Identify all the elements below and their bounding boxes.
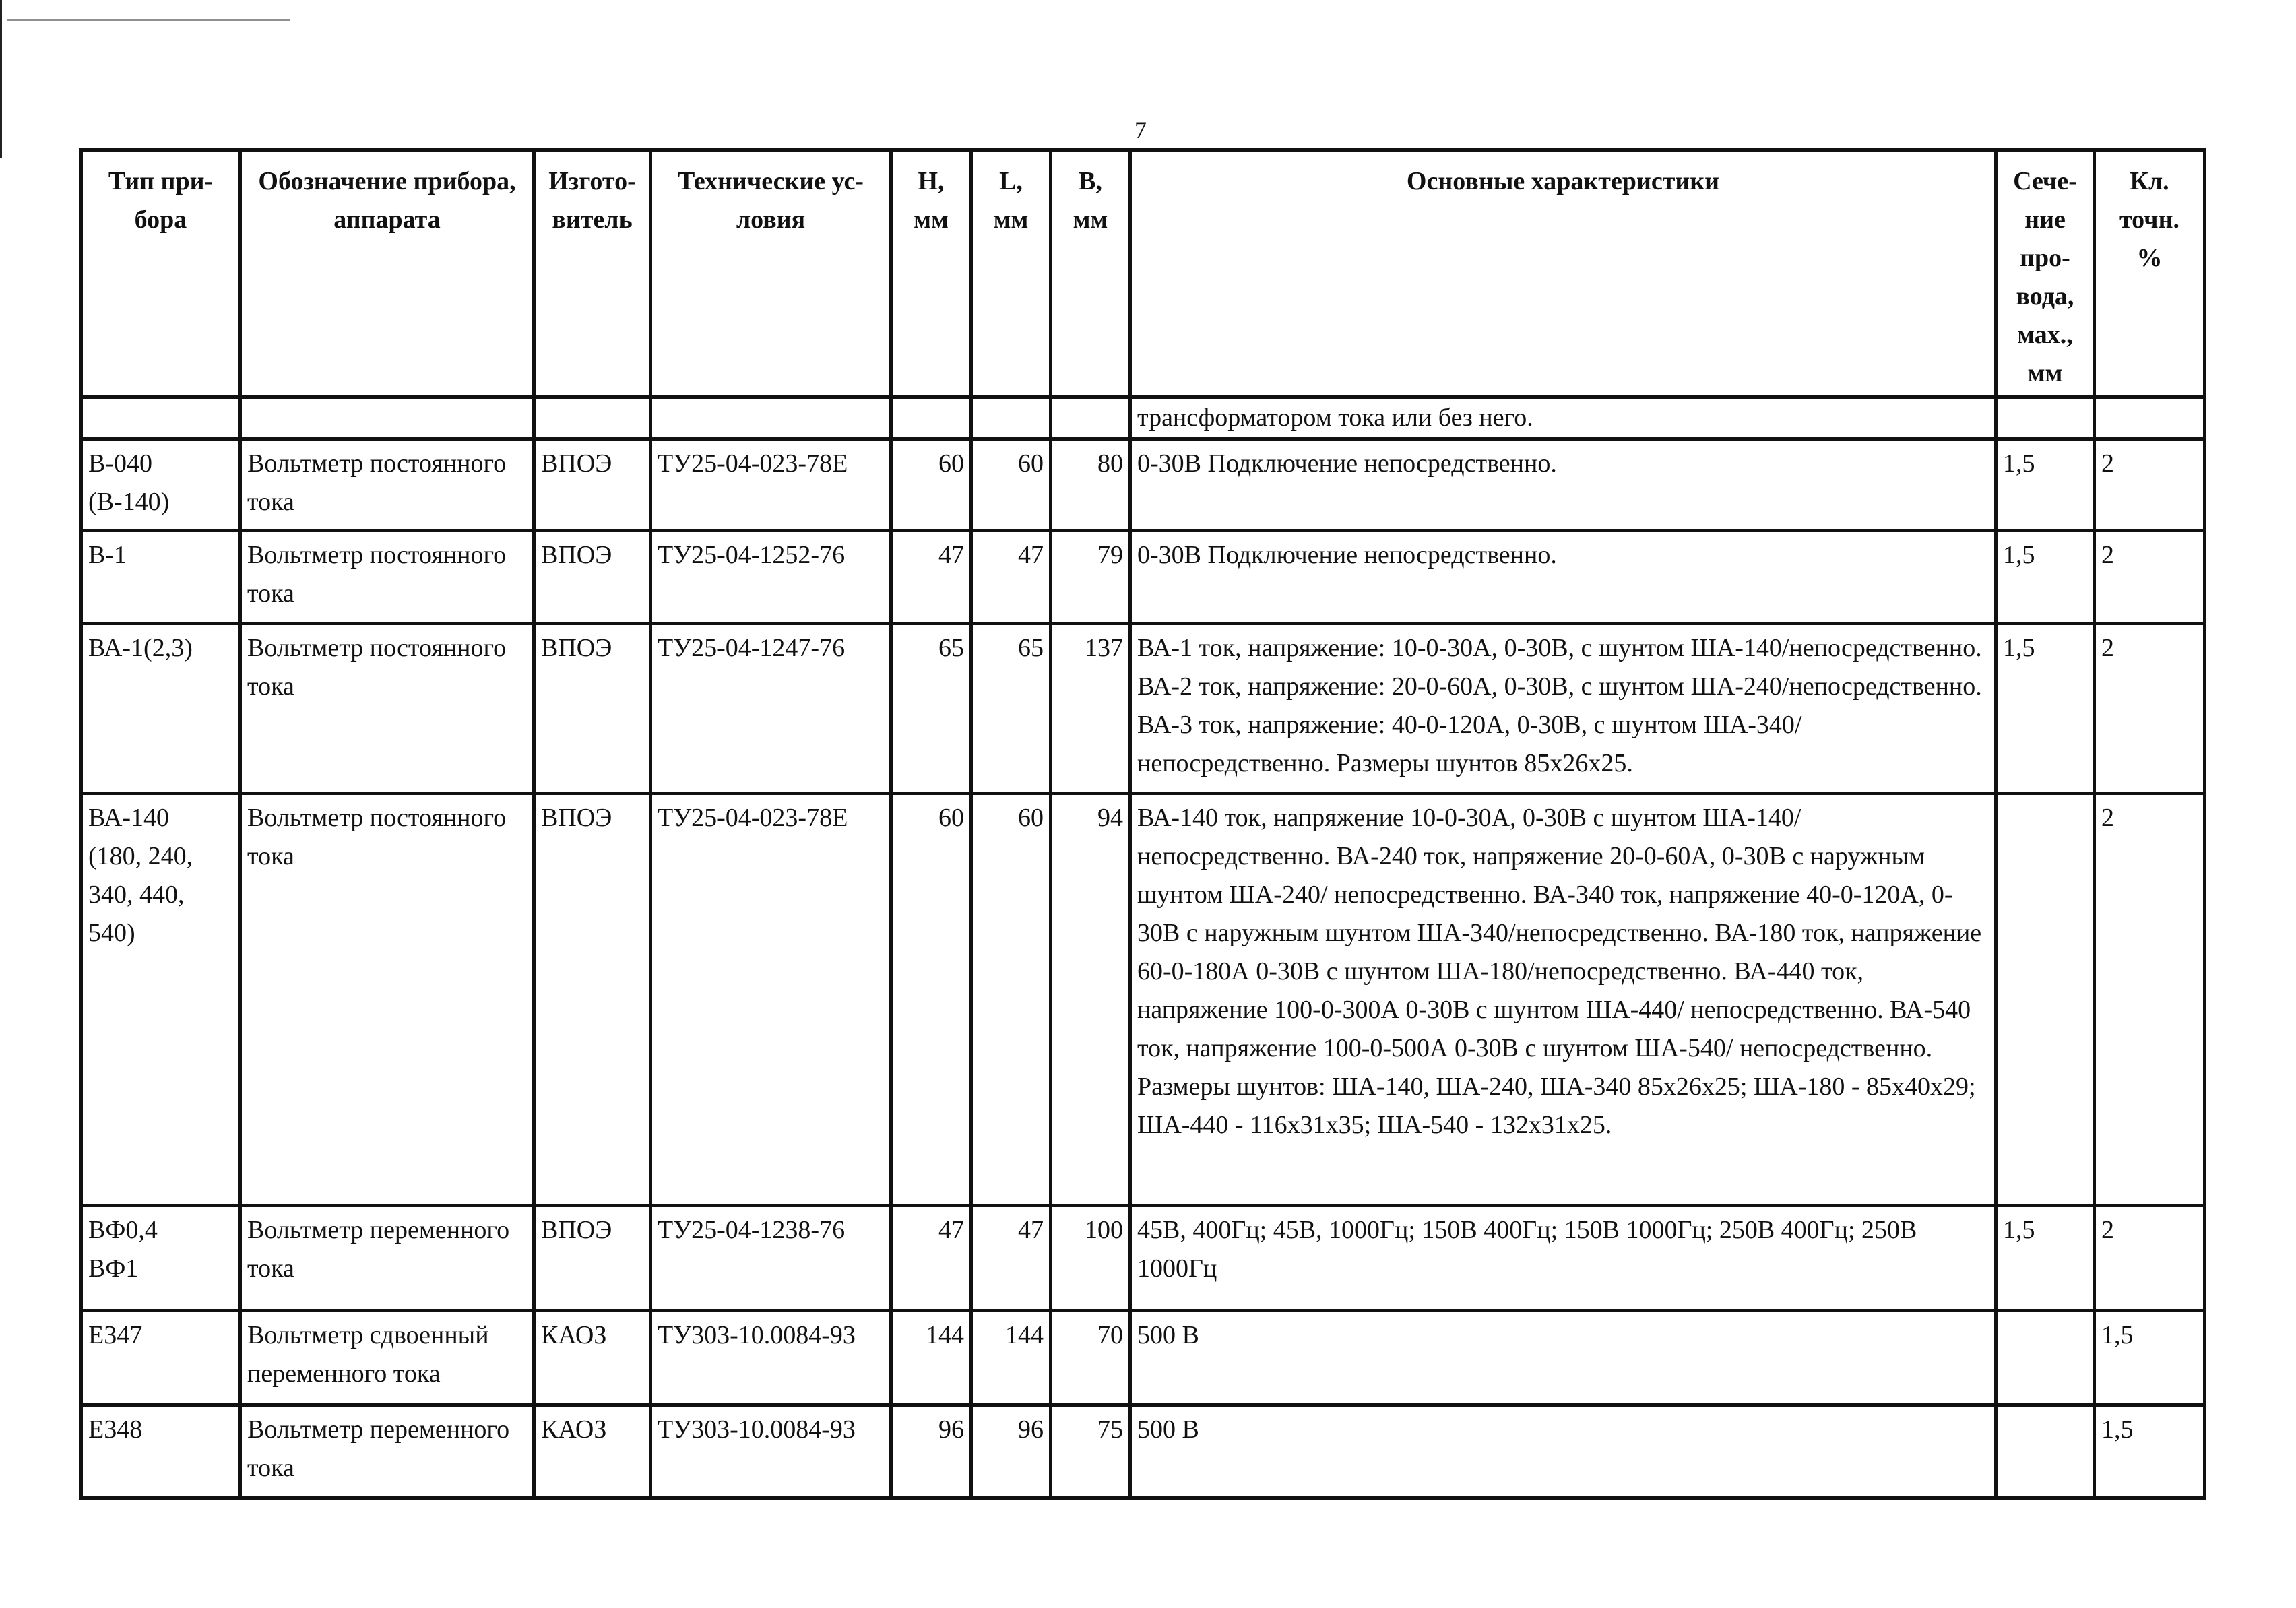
cell-characteristics: ВА-1 ток, напряжение: 10-0-30А, 0-30В, с шунтом ША-140/непосредственно. ВА-2 ток, напряжение: 20-0-60А, 0-30В, с шунтом ША-240/непосредственно. ВА-3 ток, напряжение: 40-0-120А, 0-30В, с шунтом ША-340/непосредственно. Размеры шунтов 85х26х25. (1130, 624, 1996, 794)
table-cell (1051, 397, 1130, 439)
page-number: 7 (1135, 117, 1147, 143)
table-row (82, 1405, 2205, 1498)
cell-specs: ТУ303-10.0084-93 (651, 1405, 891, 1498)
header-b: B, мм (1051, 150, 1130, 397)
header-l: L, мм (971, 150, 1051, 397)
cell-characteristics: 500 В (1130, 1311, 1996, 1405)
cell-type: ВА-1(2,3) (82, 624, 241, 794)
continuation-row (82, 397, 2205, 439)
cell-h: 60 (891, 439, 971, 531)
table-row (82, 794, 2205, 1206)
table-row (82, 439, 2205, 531)
cell-h: 96 (891, 1405, 971, 1498)
table-cell (971, 397, 1051, 439)
cell-l: 47 (971, 531, 1051, 624)
cell-wire (1996, 794, 2095, 1206)
cell-characteristics: ВА-140 ток, напряжение 10-0-30А, 0-30В с шунтом ША-140/ непосредственно. ВА-240 ток, напряжение 20-0-60А, 0-30В с наружным шунтом ША-240/ непосредственно. ВА-340 ток, напряжение 40-0-120А, 0-30В с наружным шунтом ША-340/непосредственно. ВА-180 ток, напряжение 60-0-180А 0-30В с шунтом ША-180/непосредственно. ВА-440 ток, напряжение 100-0-300А 0-30В с шунтом ША-440/ непосредственно. ВА-540 ток, напряжение 100-0-500А 0-30В с шунтом ША-540/ непосредственно. Размеры шунтов: ША-140, ША-240, ША-340 85х26х25; ША-180 - 85х40х29; ША-440 - 116х31х35; ША-540 - 132х31х25. (1130, 794, 1996, 1206)
cell-manufacturer: ВПОЭ (534, 1206, 651, 1311)
cell-specs: ТУ25-04-023-78Е (651, 794, 891, 1206)
cell-designation: Вольтметр сдвоенный переменного тока (241, 1311, 534, 1405)
cell-l: 96 (971, 1405, 1051, 1498)
header-wire: Сече- ние про- вода, мах., мм (1996, 150, 2095, 397)
cell-characteristics: 500 В (1130, 1405, 1996, 1498)
header-row (82, 150, 2205, 397)
header-accuracy: Кл. точн. % (2095, 150, 2205, 397)
cell-l: 65 (971, 624, 1051, 794)
cell-wire: 1,5 (1996, 531, 2095, 624)
table-row (82, 531, 2205, 624)
cell-b: 70 (1051, 1311, 1130, 1405)
cell-l: 60 (971, 794, 1051, 1206)
cell-accuracy: 2 (2095, 794, 2205, 1206)
header-designation: Обозначение прибора, аппарата (241, 150, 534, 397)
cell-specs: ТУ25-04-1252-76 (651, 531, 891, 624)
table-cell (82, 397, 241, 439)
cell-designation: Вольтметр постоянного тока (241, 439, 534, 531)
cell-type: В-1 (82, 531, 241, 624)
cell-h: 65 (891, 624, 971, 794)
table-cell (241, 397, 534, 439)
table-cell (534, 397, 651, 439)
continuation-text: трансформатором тока или без него. (1130, 397, 1996, 439)
header-type: Тип при- бора (82, 150, 241, 397)
cell-designation: Вольтметр постоянного тока (241, 624, 534, 794)
cell-b: 100 (1051, 1206, 1130, 1311)
scan-edge-line (0, 0, 2, 158)
cell-l: 47 (971, 1206, 1051, 1311)
cell-type: ВФ0,4 ВФ1 (82, 1206, 241, 1311)
cell-l: 144 (971, 1311, 1051, 1405)
cell-manufacturer: ВПОЭ (534, 794, 651, 1206)
cell-specs: ТУ25-04-023-78Е (651, 439, 891, 531)
cell-designation: Вольтметр постоянного тока (241, 794, 534, 1206)
cell-type: Е348 (82, 1405, 241, 1498)
cell-wire (1996, 1405, 2095, 1498)
cell-h: 47 (891, 1206, 971, 1311)
cell-manufacturer: ВПОЭ (534, 531, 651, 624)
cell-wire: 1,5 (1996, 439, 2095, 531)
cell-h: 144 (891, 1311, 971, 1405)
cell-b: 80 (1051, 439, 1130, 531)
cell-wire: 1,5 (1996, 624, 2095, 794)
instrument-spec-table (79, 148, 2206, 1500)
cell-b: 137 (1051, 624, 1130, 794)
cell-characteristics: 45В, 400Гц; 45В, 1000Гц; 150В 400Гц; 150В 1000Гц; 250В 400Гц; 250В 1000Гц (1130, 1206, 1996, 1311)
cell-manufacturer: ВПОЭ (534, 439, 651, 531)
table-cell (651, 397, 891, 439)
cell-accuracy: 1,5 (2095, 1311, 2205, 1405)
cell-h: 60 (891, 794, 971, 1206)
header-manufacturer: Изгото- витель (534, 150, 651, 397)
cell-characteristics: 0-30В Подключение непосредственно. (1130, 439, 1996, 531)
table-row (82, 1311, 2205, 1405)
header-specs: Технические ус- ловия (651, 150, 891, 397)
cell-specs: ТУ303-10.0084-93 (651, 1311, 891, 1405)
cell-h: 47 (891, 531, 971, 624)
cell-l: 60 (971, 439, 1051, 531)
table-row (82, 624, 2205, 794)
cell-accuracy: 2 (2095, 439, 2205, 531)
cell-accuracy: 2 (2095, 1206, 2205, 1311)
cell-accuracy: 2 (2095, 531, 2205, 624)
cell-b: 94 (1051, 794, 1130, 1206)
cell-specs: ТУ25-04-1238-76 (651, 1206, 891, 1311)
table-cell (1996, 397, 2095, 439)
cell-accuracy: 2 (2095, 624, 2205, 794)
header-characteristics: Основные характеристики (1130, 150, 1996, 397)
cell-type: В-040 (В-140) (82, 439, 241, 531)
cell-manufacturer: ВПОЭ (534, 624, 651, 794)
cell-type: ВА-140 (180, 240, 340, 440, 540) (82, 794, 241, 1206)
cell-designation: Вольтметр постоянного тока (241, 531, 534, 624)
cell-type: Е347 (82, 1311, 241, 1405)
table-cell (2095, 397, 2205, 439)
cell-designation: Вольтметр переменного тока (241, 1405, 534, 1498)
cell-wire: 1,5 (1996, 1206, 2095, 1311)
cell-accuracy: 1,5 (2095, 1405, 2205, 1498)
cell-manufacturer: КАОЗ (534, 1405, 651, 1498)
cell-b: 75 (1051, 1405, 1130, 1498)
cell-specs: ТУ25-04-1247-76 (651, 624, 891, 794)
table-cell (891, 397, 971, 439)
cell-characteristics: 0-30В Подключение непосредственно. (1130, 531, 1996, 624)
cell-designation: Вольтметр переменного тока (241, 1206, 534, 1311)
cell-manufacturer: КАОЗ (534, 1311, 651, 1405)
table-row (82, 1206, 2205, 1311)
header-h: H, мм (891, 150, 971, 397)
scan-top-smudge (7, 19, 290, 21)
cell-wire (1996, 1311, 2095, 1405)
cell-b: 79 (1051, 531, 1130, 624)
